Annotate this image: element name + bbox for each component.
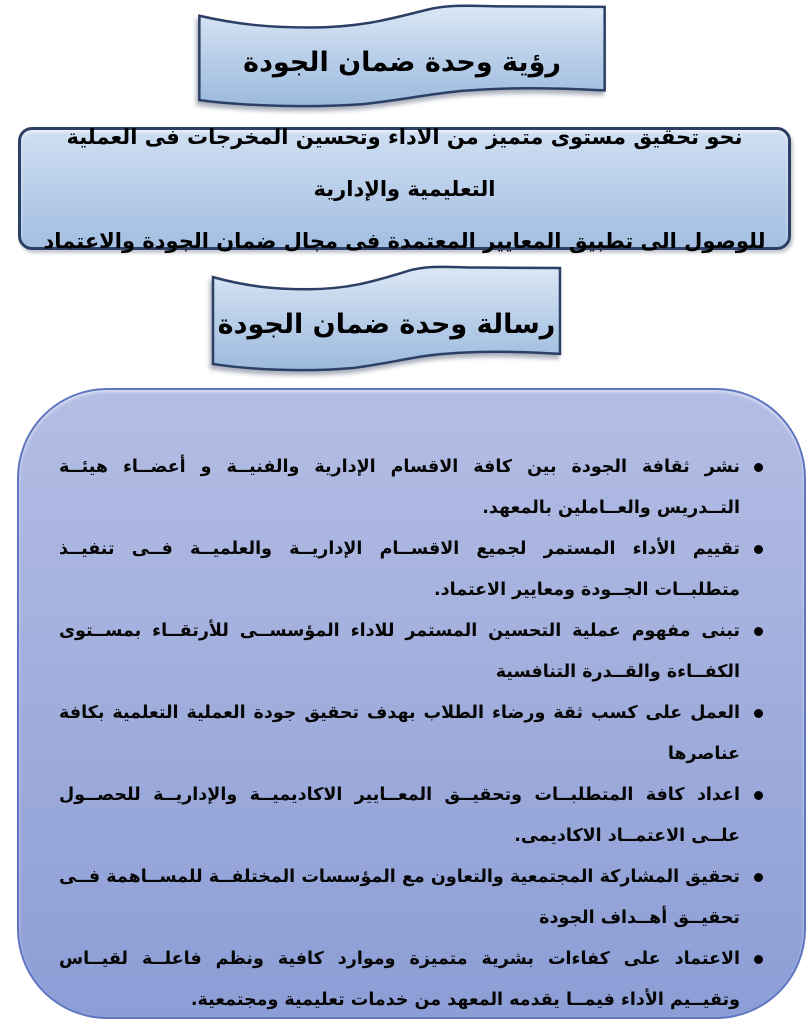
mission-point bbox=[59, 611, 764, 693]
mission-point bbox=[59, 939, 764, 1021]
mission-point bbox=[59, 529, 764, 611]
mission-points-list bbox=[59, 447, 764, 1021]
mission-point-text: تقييم الأداء المستمر لجميع الاقســام الإداريــة والعلميــة فــى تنفيــذ متطلبــات الجــودة ومعايير الاعتماد. bbox=[59, 539, 740, 600]
mission-point-text: تحقيق المشاركة المجتمعية والتعاون مع المؤسسات المختلفــة للمســاهمة فــى تحقيــق أهــداف الجودة bbox=[59, 867, 740, 928]
bullet-dot-icon bbox=[754, 955, 763, 964]
mission-point bbox=[59, 775, 764, 857]
mission-point bbox=[59, 693, 764, 775]
bullet-dot-icon bbox=[754, 873, 763, 882]
bullet-dot-icon bbox=[754, 791, 763, 800]
mission-point-text: الاعتماد على كفاءات بشرية متميزة وموارد كافية ونظم فاعلــة لقيــاس وتقيــيم الأداء فيمــا يقدمه المعهد من خدمات تعليمية ومجتمعية. bbox=[59, 949, 740, 1010]
vision-title-banner bbox=[197, 2, 607, 108]
mission-point bbox=[59, 857, 764, 939]
bullet-dot-icon bbox=[754, 709, 763, 718]
mission-point-text: العمل على كسب ثقة ورضاء الطلاب بهدف تحقيق جودة العملية التعلمية بكافة عناصرها bbox=[59, 703, 740, 764]
mission-title: رسالة وحدة ضمان الجودة bbox=[217, 309, 556, 340]
mission-title-banner bbox=[211, 263, 562, 372]
mission-point-text: نشر ثقافة الجودة بين كافة الاقسام الإدارية والفنيــة و أعضــاء هيئــة التــدريس والعــاملين بالمعهد. bbox=[59, 457, 740, 518]
bullet-dot-icon bbox=[754, 627, 763, 636]
mission-point-text: تبنى مفهوم عملية التحسين المستمر للاداء المؤسســى للأرتقــاء بمســتوى الكفــاءة والقــدرة التنافسية bbox=[59, 621, 740, 682]
bullet-dot-icon bbox=[754, 463, 763, 472]
bullet-dot-icon bbox=[754, 545, 763, 554]
vision-statement-line1: نحو تحقيق مستوى متميز من الاداء وتحسين المخرجات فى العملية التعليمية والإدارية bbox=[66, 124, 743, 201]
vision-statement-box bbox=[18, 124, 791, 253]
mission-point bbox=[59, 447, 764, 529]
vision-statement-line2: للوصول الى تطبيق المعايير المعتمدة فى مجال ضمان الجودة والاعتماد bbox=[43, 228, 766, 253]
mission-points-panel bbox=[17, 388, 806, 1019]
vision-title: رؤية وحدة ضمان الجودة bbox=[243, 46, 561, 78]
mission-point-text: اعداد كافة المتطلبــات وتحقيــق المعــايير الاكاديميــة والإداريــة للحصــول علــى الاعتمــاد الاكاديمى. bbox=[59, 785, 740, 846]
